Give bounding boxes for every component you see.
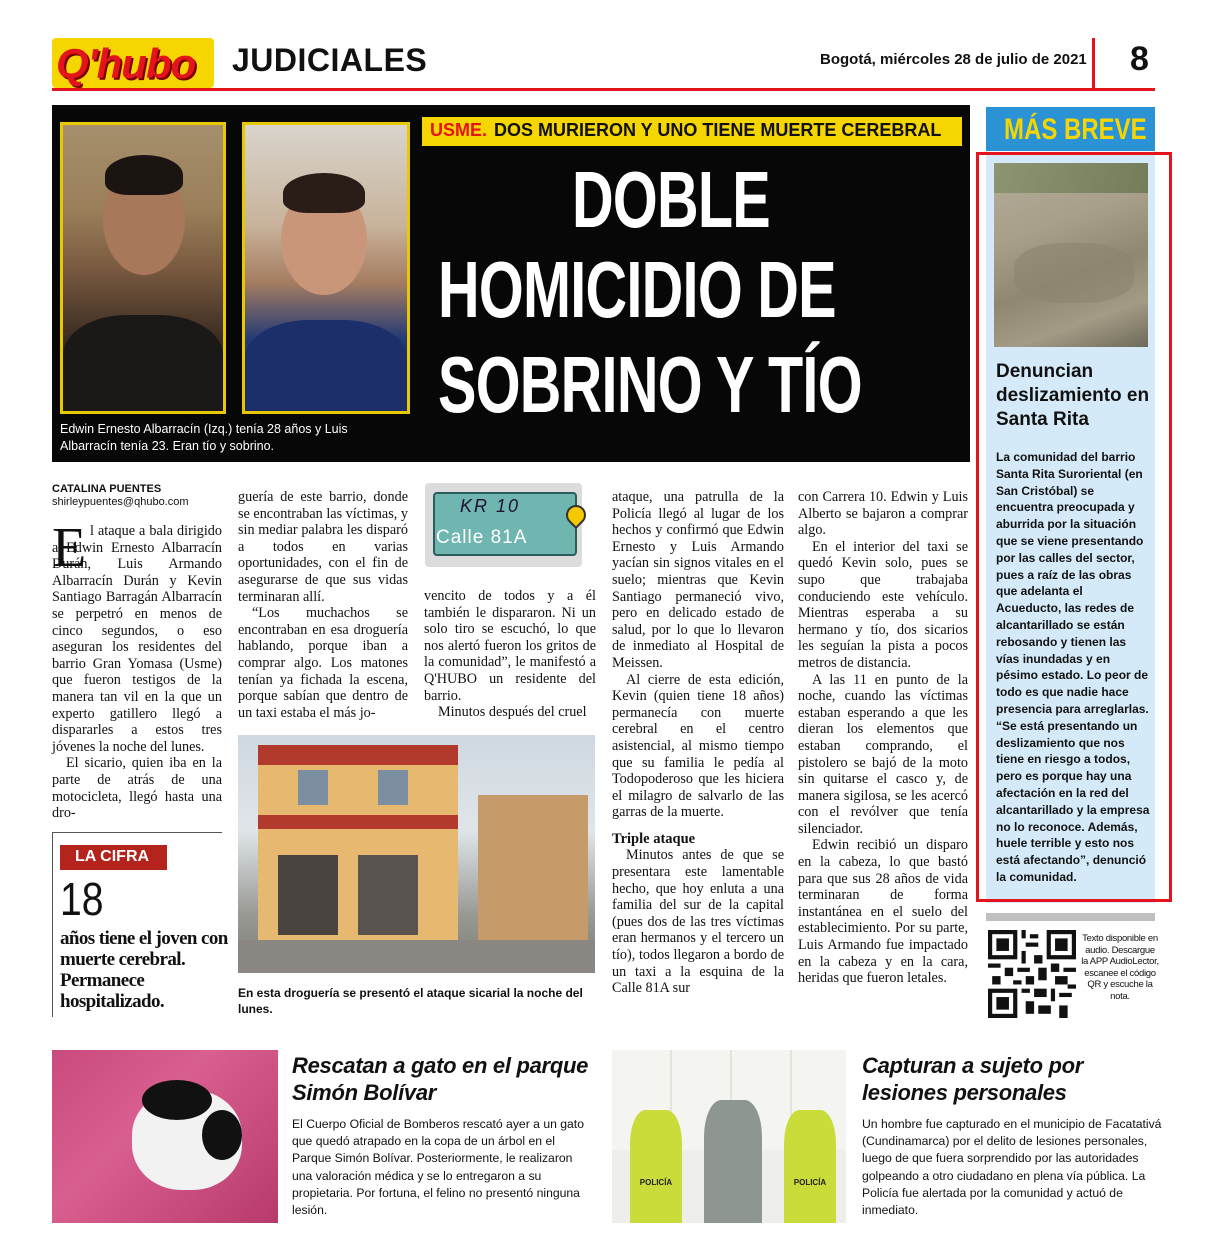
sidebar-label: MÁS BREVE — [986, 107, 1155, 151]
photo-caption: Edwin Ernesto Albarracín (Izq.) tenía 28 años y Luis Albarracín tenía 23. Eran tío y sobrino. — [60, 422, 348, 453]
paragraph: Minutos antes de que se presentara este lamentable hecho, que hoy enluta a una familia del sur de la capital (pues dos de las tres víctimas eran hermanos y el tercero un tío), todos llegaron a bordo de un taxi a la esquina de la Calle 81A sur — [612, 847, 784, 997]
sidebar-title: Denuncian deslizamiento en Santa Rita — [996, 361, 1150, 430]
paragraph: A las 11 en punto de la noche, cuando las víctimas estaban esperando a que les dieran los elementos que estaban comprando, el pistolero se bajó de la moto sin quitarse el casco y, de manera sigilosa, se les acercó con el revólver que tenía silenciador. — [798, 671, 968, 837]
paragraph: El sicario, quien iba en la parte de atrás de una motocicleta, llegó hasta una dro- — [52, 755, 222, 822]
paragraph: “Los muchachos se encontraban en esa droguería hablando, porque iban a comprar algo. Los matones tenían ya fichada la escena, porque sabían que dentro de un taxi estaba el más jo- — [238, 605, 408, 721]
paragraph: guería de este barrio, donde se encontraban las víctimas, y sin mediar palabra les disparó a todos en varias oportunidades, con el fin de asegurarse de que sus vidas terminaran allí. — [238, 489, 408, 605]
cifra-text: años tiene el joven con muerte cerebral. Permanece hospitalizado. — [60, 928, 228, 1012]
cat-photo — [52, 1050, 278, 1223]
kicker-text: DOS MURIERON Y UNO TIENE MUERTE CEREBRAL — [494, 120, 942, 140]
author-email: shirleypuentes@qhubo.com — [52, 496, 189, 508]
header-divider — [1092, 38, 1095, 88]
section-title: JUDICIALES — [232, 42, 428, 78]
page-number: 8 — [1130, 40, 1149, 78]
paragraph: Edwin recibió un disparo en la cabeza, lo que bastó para que sus 28 años de vida terminaran de forma instantánea en el suelo del establecimiento. Por su parte, Luis Armando fue impactado en la cabeza y en la cara, heridas que fueron letales. — [798, 837, 968, 987]
author-name: CATALINA PUENTES — [52, 483, 162, 495]
article-column-1 — [52, 517, 222, 822]
victim-photo-1 — [60, 122, 226, 414]
cifra-rule — [52, 832, 222, 833]
article-column-5 — [798, 489, 968, 987]
article-column-4 — [612, 489, 784, 997]
header-rule — [52, 88, 1155, 91]
paragraph: Minutos después del cruel — [438, 704, 587, 721]
cifra-number: 18 — [60, 873, 104, 925]
headline-line-3: SOBRINO Y TÍO — [438, 340, 862, 429]
paragraph: l ataque a bala dirigido a Edwin Ernesto Albarracín Durán, Luis Armando Albarracín Durán y Kevin Santiago Barragán Albarracín se perpetró en menos de cinco segundos, o eso aseguran los residentes del barrio Gran Yomasa (Usme) que fueron testigos de la manera tan vil en la que un experto gatillero llegó a dispararles a estos tres jóvenes la noche del lunes. — [52, 523, 222, 755]
victim-photo-2 — [242, 122, 410, 414]
sidebar-body: La comunidad del barrio Santa Rita Suroriental (en San Cristóbal) se encuentra preocupada y aburrida por la situación que se viene presentando por las calles del sector, pues a raíz de las obras que adelanta el Acueducto, las redes de alcantarillado se están rebosando y tienen las vías inundadas y en pésimo estado. Lo peor de todo es que nadie hace presencia para arreglarlas. “Se está presentando un deslizamiento que nos tiene en riesgo a todos, pero es porque hay una afectación en la red del alcantarillado y la empresa no lo reconoce. Además, huele terrible y esto nos está afectando”, denunció la comunidad. — [996, 450, 1150, 884]
street-sign-carrera: KR 10 — [460, 496, 521, 516]
headline-line-2: HOMICIDIO DE — [438, 245, 836, 334]
street-sign-calle: Calle 81A — [436, 527, 528, 548]
vest-label: POLICÍA — [639, 1178, 673, 1187]
police-story-body: Un hombre fue capturado en el municipio de Facatativá (Cundinamarca) por el delito de lesiones personales, luego de que fuera sorprendido por las autoridades golpeando a otro ciudadano en plena vía pública. La Policía fue alertada por la comunidad y actuó de inmediato. — [862, 1117, 1162, 1218]
qr-separator — [986, 913, 1155, 921]
article-column-2 — [238, 489, 408, 721]
kicker-place: USME. — [430, 120, 488, 140]
qr-instructions: Texto disponible en audio. Descargue la APP AudioLector, escanee el código QR y escuche la nota. — [1081, 933, 1159, 1002]
pharmacy-building-photo — [238, 735, 595, 973]
paragraph: ataque, una patrulla de la Policía llegó al lugar de los hechos y confirmó que Edwin Ernesto y Luis Armando yacían sin signos vitales en el suelo; mientras que Kevin Santiago permaneció vivo, pero en delicado estado de salud, por lo que lo llevaron de inmediato al Hospital de Meissen. — [612, 489, 784, 671]
police-capture-photo — [612, 1050, 846, 1223]
cifra-vertical-rule — [52, 832, 53, 1017]
dateline: Bogotá, miércoles 28 de julio de 2021 — [820, 51, 1087, 68]
cifra-tag: LA CIFRA — [60, 845, 167, 870]
cat-story-title: Rescatan a gato en el parque Simón Bolívar — [292, 1053, 589, 1105]
building-photo-caption: En esta droguería se presentó el ataque sicarial la noche del lunes. — [238, 986, 583, 1016]
subheading: Triple ataque — [612, 830, 696, 847]
vest-label: POLICÍA — [793, 1178, 827, 1187]
headline-line-1: DOBLE — [572, 155, 770, 244]
cat-story-body: El Cuerpo Oficial de Bomberos rescató ayer a un gato que quedó atrapado en la copa de un árbol en el Parque Simón Bolívar. Posteriormente, le realizaron una valoración médica y se lo entregaron a su propietaria. Por fortuna, el felino no presentó ninguna lesión. — [292, 1117, 584, 1218]
logo: Q'hubo — [52, 38, 214, 88]
paragraph: En el interior del taxi se quedó Kevin solo, pues se supo que trabajaba conduciendo este vehículo. Mientras esperaba a su hermano y tío, dos sicarios les seguían la pista a pocos metros de distancia. — [798, 538, 968, 671]
drop-cap: E — [52, 517, 87, 579]
paragraph: con Carrera 10. Edwin y Luis Alberto se bajaron a comprar algo. — [798, 489, 968, 539]
article-column-3 — [424, 588, 596, 721]
qr-code-icon[interactable] — [988, 930, 1076, 1018]
police-story-title: Capturan a sujeto por lesiones personales — [862, 1053, 1084, 1105]
landslide-photo — [994, 163, 1148, 347]
paragraph: vencito de todos y a él también le dispararon. Ni un solo tiro se escuchó, lo que nos alertó fueron los gritos de la comunidad”, le manifestó a Q'HUBO un residente del barrio. — [424, 588, 596, 704]
paragraph: Al cierre de esta edición, Kevin (quien tiene 18 años) permanecía con muerte cerebral en el centro asistencial, al mismo tiempo que su familia le pedía al Todopoderoso que les hiciera el milagro de salvarlo de las garras de la muerte. — [612, 671, 784, 821]
